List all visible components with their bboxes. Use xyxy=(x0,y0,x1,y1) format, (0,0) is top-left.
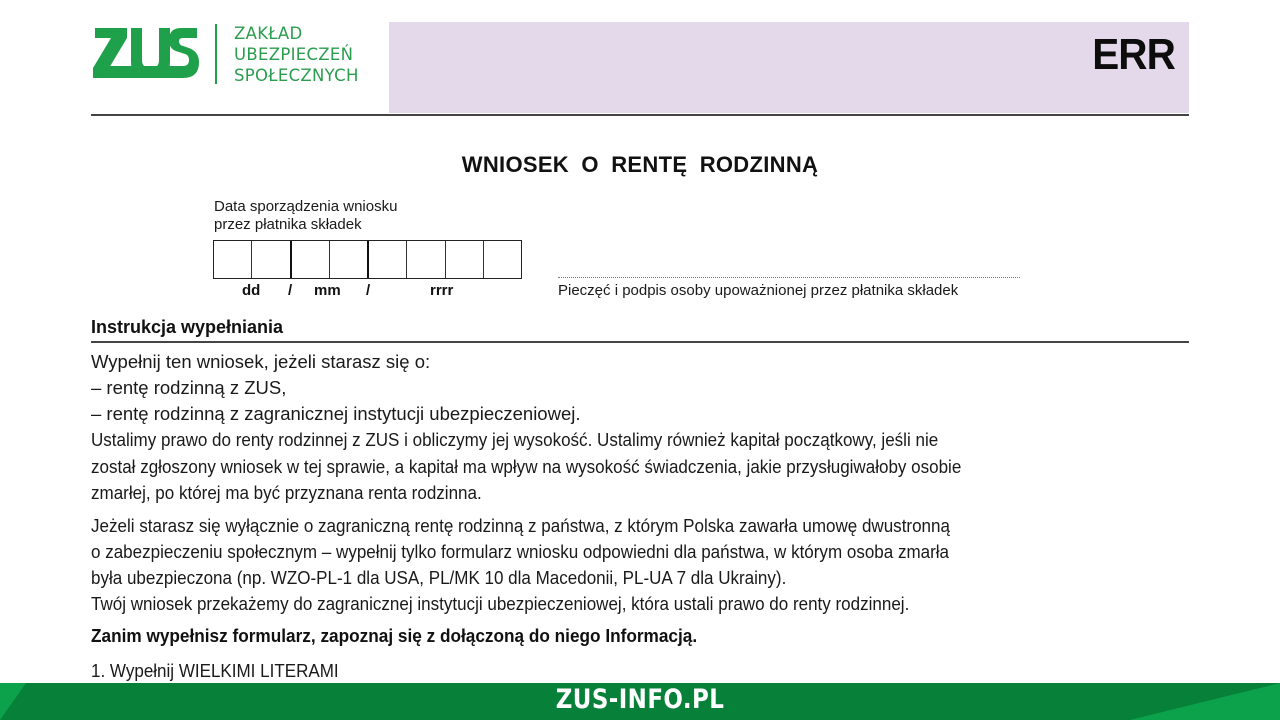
instructions-bullet: – rentę rodzinną z ZUS, xyxy=(91,377,287,398)
date-format-year: rrrr xyxy=(430,282,454,299)
date-box-year-2[interactable] xyxy=(407,241,445,278)
instructions-divider xyxy=(91,341,1189,343)
paragraph-line: Ustalimy prawo do renty rodzinnej z ZUS i obliczymy jej wysokość. Ustalimy również kapitał początkowy, jeśli nie xyxy=(91,429,939,450)
footer-banner xyxy=(0,683,1280,720)
form-code: ERR xyxy=(1092,30,1175,79)
paragraph-line: była ubezpieczona (np. WZO-PL-1 dla USA, PL/MK 10 dla Macedonii, PL-UA 7 dla Ukrainy). xyxy=(91,567,787,588)
information-notice: Zanim wypełnisz formularz, zapoznaj się z dołączoną do niego Informacją. xyxy=(91,625,698,646)
date-format-separator-2: / xyxy=(366,282,371,299)
date-input-boxes[interactable] xyxy=(213,240,522,279)
date-format-separator-1: / xyxy=(288,282,293,299)
paragraph-line: zmarłej, po której ma być przyznana renta rodzinna. xyxy=(91,482,482,503)
date-box-year-1[interactable] xyxy=(369,241,407,278)
zus-logo-mark-icon xyxy=(91,24,199,90)
date-format-month: mm xyxy=(314,282,341,299)
footer-left-accent xyxy=(0,683,26,720)
instructions-paragraph-1 xyxy=(91,427,1103,507)
instructions-bullet: – rentę rodzinną z zagranicznej instytucji ubezpieczeniowej. xyxy=(91,403,581,424)
logo-line-2: UBEZPIECZEŃ xyxy=(234,45,354,64)
date-box-year-4[interactable] xyxy=(484,241,521,278)
logo-divider xyxy=(215,24,217,84)
date-label-line-2: przez płatnika składek xyxy=(214,216,362,233)
instructions-paragraph-2 xyxy=(91,513,1103,617)
footer-site-name: ZUS-INFO.PL xyxy=(555,684,725,715)
form-code-band xyxy=(389,22,1189,113)
paragraph-line: o zabezpieczeniu społecznym – wypełnij tylko formularz wniosku odpowiedni dla państwa, w którym osoba zmarła xyxy=(91,541,950,562)
instructions-intro: Wypełnij ten wniosek, jeżeli starasz się o: xyxy=(91,351,431,372)
date-format-day: dd xyxy=(242,282,261,299)
date-box-day-1[interactable] xyxy=(214,241,252,278)
date-box-month-2[interactable] xyxy=(330,241,369,278)
signature-line[interactable] xyxy=(558,277,1020,278)
logo-text xyxy=(234,23,359,86)
document-title: WNIOSEK O RENTĘ RODZINNĄ xyxy=(461,152,819,177)
paragraph-line: Jeżeli starasz się wyłącznie o zagraniczną rentę rodzinną z państwa, z którym Polska zawarła umowę dwustronną xyxy=(91,515,950,536)
date-box-year-3[interactable] xyxy=(446,241,484,278)
logo-line-1: ZAKŁAD xyxy=(234,24,303,43)
header-divider xyxy=(91,114,1189,116)
instructions-intro-block xyxy=(91,349,1191,427)
zus-logo xyxy=(91,22,381,92)
paragraph-line: Twój wniosek przekażemy do zagranicznej instytucji ubezpieczeniowej, która ustali prawo do renty rodzinnej. xyxy=(91,593,910,614)
date-field-label xyxy=(214,198,397,234)
paragraph-line: został zgłoszony wniosek w tej sprawie, a kapitał ma wpływ na wysokość świadczenia, jakie przysługiwałoby osobie xyxy=(91,455,962,477)
date-box-month-1[interactable] xyxy=(292,241,330,278)
date-label-line-1: Data sporządzenia wniosku xyxy=(214,198,398,215)
date-box-day-2[interactable] xyxy=(252,241,291,278)
instructions-heading: Instrukcja wypełniania xyxy=(91,317,284,337)
signature-label: Pieczęć i podpis osoby upoważnionej przez płatnika składek xyxy=(558,282,959,299)
instruction-step-1: 1. Wypełnij WIELKIMI LITERAMI xyxy=(91,660,339,681)
form-header xyxy=(91,22,1189,114)
logo-line-3: SPOŁECZNYCH xyxy=(234,66,359,85)
